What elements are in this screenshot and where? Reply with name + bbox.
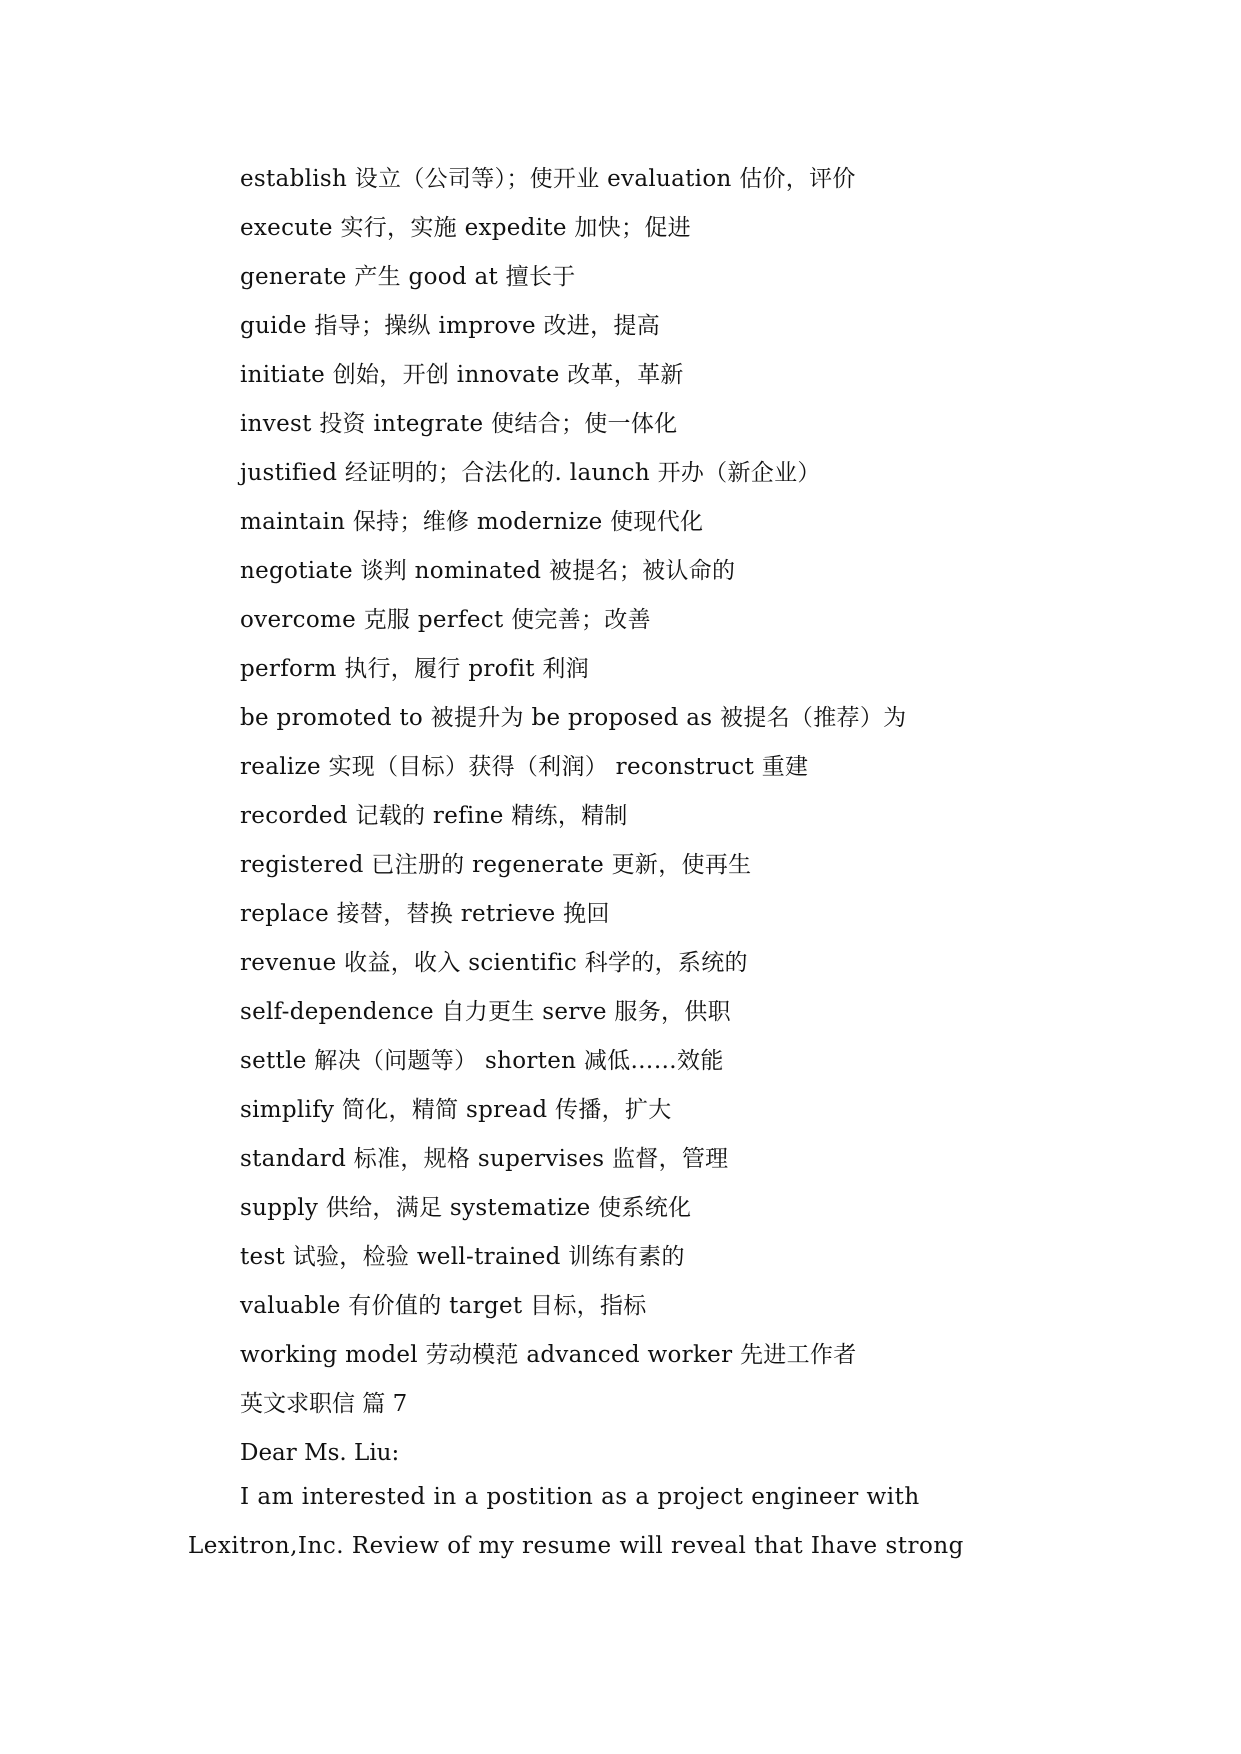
vocab-line: initiate 创始，开创 innovate 改革，革新 [240,362,684,388]
vocab-line: settle 解决（问题等） shorten 减低……效能 [240,1048,724,1074]
vocab-line: revenue 收益，收入 scientific 科学的，系统的 [240,950,748,976]
letter-paragraph [188,1473,988,1571]
vocab-line: replace 接替，替换 retrieve 挽回 [240,901,610,927]
vocab-line: justified 经证明的；合法化的. launch 开办（新企业） [240,460,821,486]
vocab-line: execute 实行，实施 expedite 加快；促进 [240,215,691,241]
vocab-line: simplify 简化，精简 spread 传播，扩大 [240,1097,672,1123]
vocab-line: working model 劳动模范 advanced worker 先进工作者 [240,1342,857,1368]
vocab-line: invest 投资 integrate 使结合；使一体化 [240,411,678,437]
vocab-line: supply 供给，满足 systematize 使系统化 [240,1195,692,1221]
section-heading: 英文求职信 篇 7 [240,1391,408,1417]
vocab-line: negotiate 谈判 nominated 被提名；被认命的 [240,558,736,584]
letter-line: Lexitron,Inc. Review of my resume will reveal that Ihave strong [188,1533,964,1559]
vocab-line: guide 指导；操纵 improve 改进，提高 [240,313,660,339]
vocab-line: registered 已注册的 regenerate 更新，使再生 [240,852,752,878]
vocab-line: be promoted to 被提升为 be proposed as 被提名（推荐）为 [240,705,907,731]
vocab-line: recorded 记载的 refine 精练，精制 [240,803,628,829]
vocab-line: realize 实现（目标）获得（利润） reconstruct 重建 [240,754,809,780]
vocab-line: valuable 有价值的 target 目标，指标 [240,1293,647,1319]
vocab-line: maintain 保持；维修 modernize 使现代化 [240,509,704,535]
salutation: Dear Ms. Liu: [240,1440,400,1466]
letter-line: I am interested in a postition as a project engineer with [240,1484,920,1510]
vocab-line: establish 设立（公司等）；使开业 evaluation 估价，评价 [240,166,856,192]
vocab-line: self-dependence 自力更生 serve 服务，供职 [240,999,731,1025]
vocab-line: generate 产生 good at 擅长于 [240,264,576,290]
vocab-line: perform 执行，履行 profit 利润 [240,656,590,682]
vocab-line: standard 标准，规格 supervises 监督，管理 [240,1146,729,1172]
vocab-line: test 试验，检验 well-trained 训练有素的 [240,1244,685,1270]
vocabulary-list [240,155,1140,1478]
vocab-line: overcome 克服 perfect 使完善；改善 [240,607,651,633]
